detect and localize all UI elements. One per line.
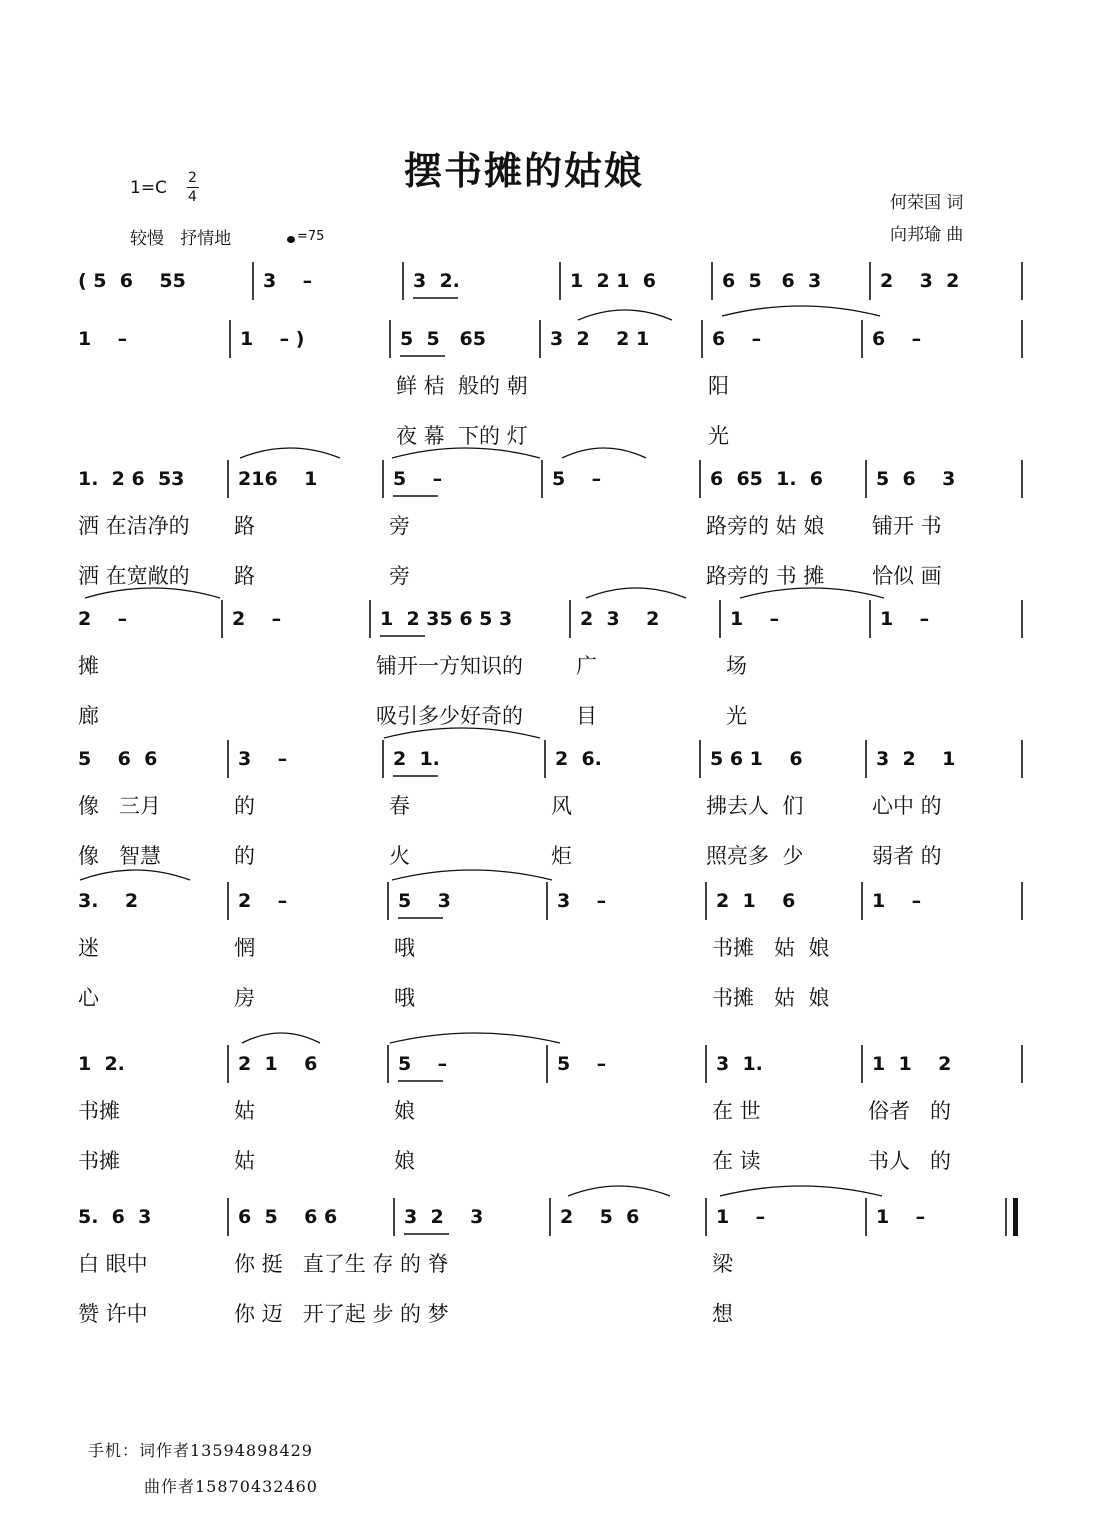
quarter-note-icon <box>287 236 295 243</box>
lyric-verse2: 的 <box>234 844 255 868</box>
slur <box>390 1033 560 1043</box>
lyric-verse1: 路 <box>234 514 255 538</box>
notation-measure: 5 – <box>557 1053 607 1075</box>
slur <box>578 310 672 320</box>
lyric-verse1: 哦 <box>394 936 415 960</box>
notation-measure: 6 5 6 3 <box>722 270 822 292</box>
notation-measure: 3 2 2 1 <box>550 328 650 350</box>
lyric-verse1: 拂去人 们 <box>706 794 804 818</box>
lyric-verse2: 哦 <box>394 986 415 1010</box>
song-title: 摆书摊的姑娘 <box>404 148 645 193</box>
lyric-verse1: 春 <box>389 794 410 818</box>
lyric-verse2: 书摊 <box>78 1149 120 1173</box>
lyric-verse2: 你 迈 开了起 步 <box>234 1302 394 1326</box>
lyric-verse1: 书摊 <box>78 1099 120 1123</box>
lyric-verse2: 赞 许中 <box>78 1302 148 1326</box>
lyric-verse2: 恰似 画 <box>872 564 942 588</box>
notation-measure: 5 – <box>552 468 602 490</box>
lyric-verse1: 广 <box>576 654 597 678</box>
composer-credit: 向邦瑜 曲 <box>890 225 964 245</box>
notation-measure: 3 2 3 <box>404 1206 484 1228</box>
notation-measure: 1 2 35 6 5 3 <box>380 608 513 630</box>
notation-measure: 5 3 <box>398 890 451 912</box>
phone-composer: 曲作者15870432460 <box>144 1477 318 1496</box>
phone-lyricist: 手机：词作者13594898429 <box>88 1441 313 1460</box>
lyric-verse2: 目 <box>576 704 597 728</box>
key-signature: 1=C <box>130 178 167 198</box>
notation-measure: 5. 6 3 <box>78 1206 152 1228</box>
slur <box>562 448 646 458</box>
tempo-mark: =75 <box>297 229 325 244</box>
lyric-verse2: 书人 的 <box>868 1149 952 1173</box>
notation-measure: 5 – <box>398 1053 448 1075</box>
tempo-text: 较慢 抒情地 <box>130 229 232 249</box>
notation-measure: 6 65 1. 6 <box>710 468 824 490</box>
notation-measure: 3 – <box>557 890 607 912</box>
notation-measure: 1 – ) <box>240 328 305 350</box>
lyric-verse1: 铺开 书 <box>872 514 942 538</box>
lyric-verse1: 在 世 <box>712 1099 761 1123</box>
lyric-verse2: 的 梦 <box>400 1302 449 1326</box>
lyric-verse2: 光 <box>726 704 747 728</box>
notation-measure: 3 2 1 <box>876 748 956 770</box>
lyric-verse2: 像 智慧 <box>78 844 162 868</box>
notation-measure: 2 5 6 <box>560 1206 640 1228</box>
lyric-verse1: 旁 <box>389 514 410 538</box>
notation-measure: 1 – <box>876 1206 926 1228</box>
final-barline <box>1013 1198 1018 1236</box>
notation-measure: 2 3 2 <box>880 270 960 292</box>
notation-measure: 1 – <box>730 608 780 630</box>
slur <box>568 1186 670 1196</box>
lyric-verse1: 俗者 的 <box>868 1099 952 1123</box>
lyric-verse1: 像 三月 <box>78 794 162 818</box>
lyric-verse2: 姑 <box>234 1149 255 1173</box>
lyric-verse1: 你 挺 直了生 存 <box>234 1252 394 1276</box>
lyric-verse2: 照亮多 少 <box>706 844 804 868</box>
lyric-verse2: 想 <box>712 1302 733 1326</box>
slur <box>392 870 552 880</box>
lyric-verse2: 路旁的 书 摊 <box>706 564 825 588</box>
notation-measure: 1 – <box>880 608 930 630</box>
lyric-verse1: 路旁的 姑 娘 <box>706 514 825 538</box>
notation-measure: 2 6. <box>555 748 602 770</box>
lyric-verse1: 惘 <box>234 936 255 960</box>
lyric-verse2: 洒 在宽敞的 <box>78 564 190 588</box>
notation-measure: 6 – <box>872 328 922 350</box>
notation-measure: 1. 2 6 53 <box>78 468 185 490</box>
notation-measure: 1 2. <box>78 1053 125 1075</box>
lyric-verse2: 在 读 <box>712 1149 761 1173</box>
notation-measure: 2 3 2 <box>580 608 660 630</box>
lyric-verse2: 吸引多少好奇的 <box>376 704 523 728</box>
notation-measure: 3. 2 <box>78 890 139 912</box>
lyric-verse2: 书摊 姑 娘 <box>712 986 830 1010</box>
lyric-verse1: 白 眼中 <box>78 1252 148 1276</box>
lyric-verse1: 姑 <box>234 1099 255 1123</box>
notation-measure: 2 1 6 <box>238 1053 318 1075</box>
lyric-verse1: 心中 的 <box>872 794 942 818</box>
notation-measure: 1 – <box>716 1206 766 1228</box>
notation-measure: 5 6 3 <box>876 468 956 490</box>
lyric-verse2: 光 <box>708 424 729 448</box>
lyric-verse1: 迷 <box>78 936 99 960</box>
notation-measure: 6 – <box>712 328 762 350</box>
notation-measure: 5 5 65 <box>400 328 486 350</box>
notation-measure: 6 5 6 6 <box>238 1206 338 1228</box>
slur <box>240 448 340 458</box>
lyric-verse2: 炬 <box>551 844 572 868</box>
lyric-verse2: 廊 <box>78 704 99 728</box>
lyric-verse1: 娘 <box>394 1099 415 1123</box>
notation-measure: 2 – <box>78 608 128 630</box>
notation-measure: 216 1 <box>238 468 318 490</box>
lyric-verse2: 火 <box>389 844 410 868</box>
notation-measure: 1 – <box>78 328 128 350</box>
notation-measure: 2 – <box>238 890 288 912</box>
notation-measure: 3 – <box>238 748 288 770</box>
notation-measure: 1 2 1 6 <box>570 270 656 292</box>
notation-measure: 3 2. <box>413 270 460 292</box>
lyric-verse1: 摊 <box>78 654 99 678</box>
lyric-verse1: 洒 在洁净的 <box>78 514 190 538</box>
slur <box>80 870 190 880</box>
notation-measure: 2 1. <box>393 748 440 770</box>
lyric-verse1: 风 <box>551 794 572 818</box>
lyric-verse1: 的 <box>234 794 255 818</box>
notation-measure: ( 5 6 55 <box>78 270 186 292</box>
lyric-verse2: 弱者 的 <box>872 844 942 868</box>
notation-measure: 5 – <box>393 468 443 490</box>
lyric-verse2: 夜 幕 下的 灯 <box>396 424 528 448</box>
time-signature-bottom: 4 <box>188 189 197 205</box>
notation-measure: 1 1 2 <box>872 1053 952 1075</box>
slur <box>722 306 880 316</box>
notation-measure: 5 6 1 6 <box>710 748 803 770</box>
notation-measure: 3 – <box>263 270 313 292</box>
time-signature-bar <box>187 187 199 188</box>
lyric-verse2: 娘 <box>394 1149 415 1173</box>
lyric-verse1: 鲜 桔 般的 朝 <box>396 374 528 398</box>
lyric-verse1: 阳 <box>708 374 729 398</box>
lyric-verse1: 铺开一方知识的 <box>376 654 523 678</box>
notation-measure: 2 – <box>232 608 282 630</box>
lyric-verse1: 的 脊 <box>400 1252 449 1276</box>
notation-measure: 2 1 6 <box>716 890 796 912</box>
lyric-verse1: 书摊 姑 娘 <box>712 936 830 960</box>
lyricist-credit: 何荣国 词 <box>890 193 964 213</box>
lyric-verse2: 心 <box>78 986 99 1010</box>
lyric-verse2: 旁 <box>389 564 410 588</box>
lyric-verse1: 场 <box>726 654 747 678</box>
lyric-verse2: 路 <box>234 564 255 588</box>
notation-measure: 1 – <box>872 890 922 912</box>
slur <box>720 1186 882 1196</box>
slur <box>242 1033 320 1043</box>
notation-measure: 3 1. <box>716 1053 763 1075</box>
lyric-verse2: 房 <box>234 986 255 1010</box>
time-signature-top: 2 <box>188 170 197 186</box>
lyric-verse1: 梁 <box>712 1252 733 1276</box>
notation-measure: 5 6 6 <box>78 748 158 770</box>
slur <box>586 588 686 598</box>
